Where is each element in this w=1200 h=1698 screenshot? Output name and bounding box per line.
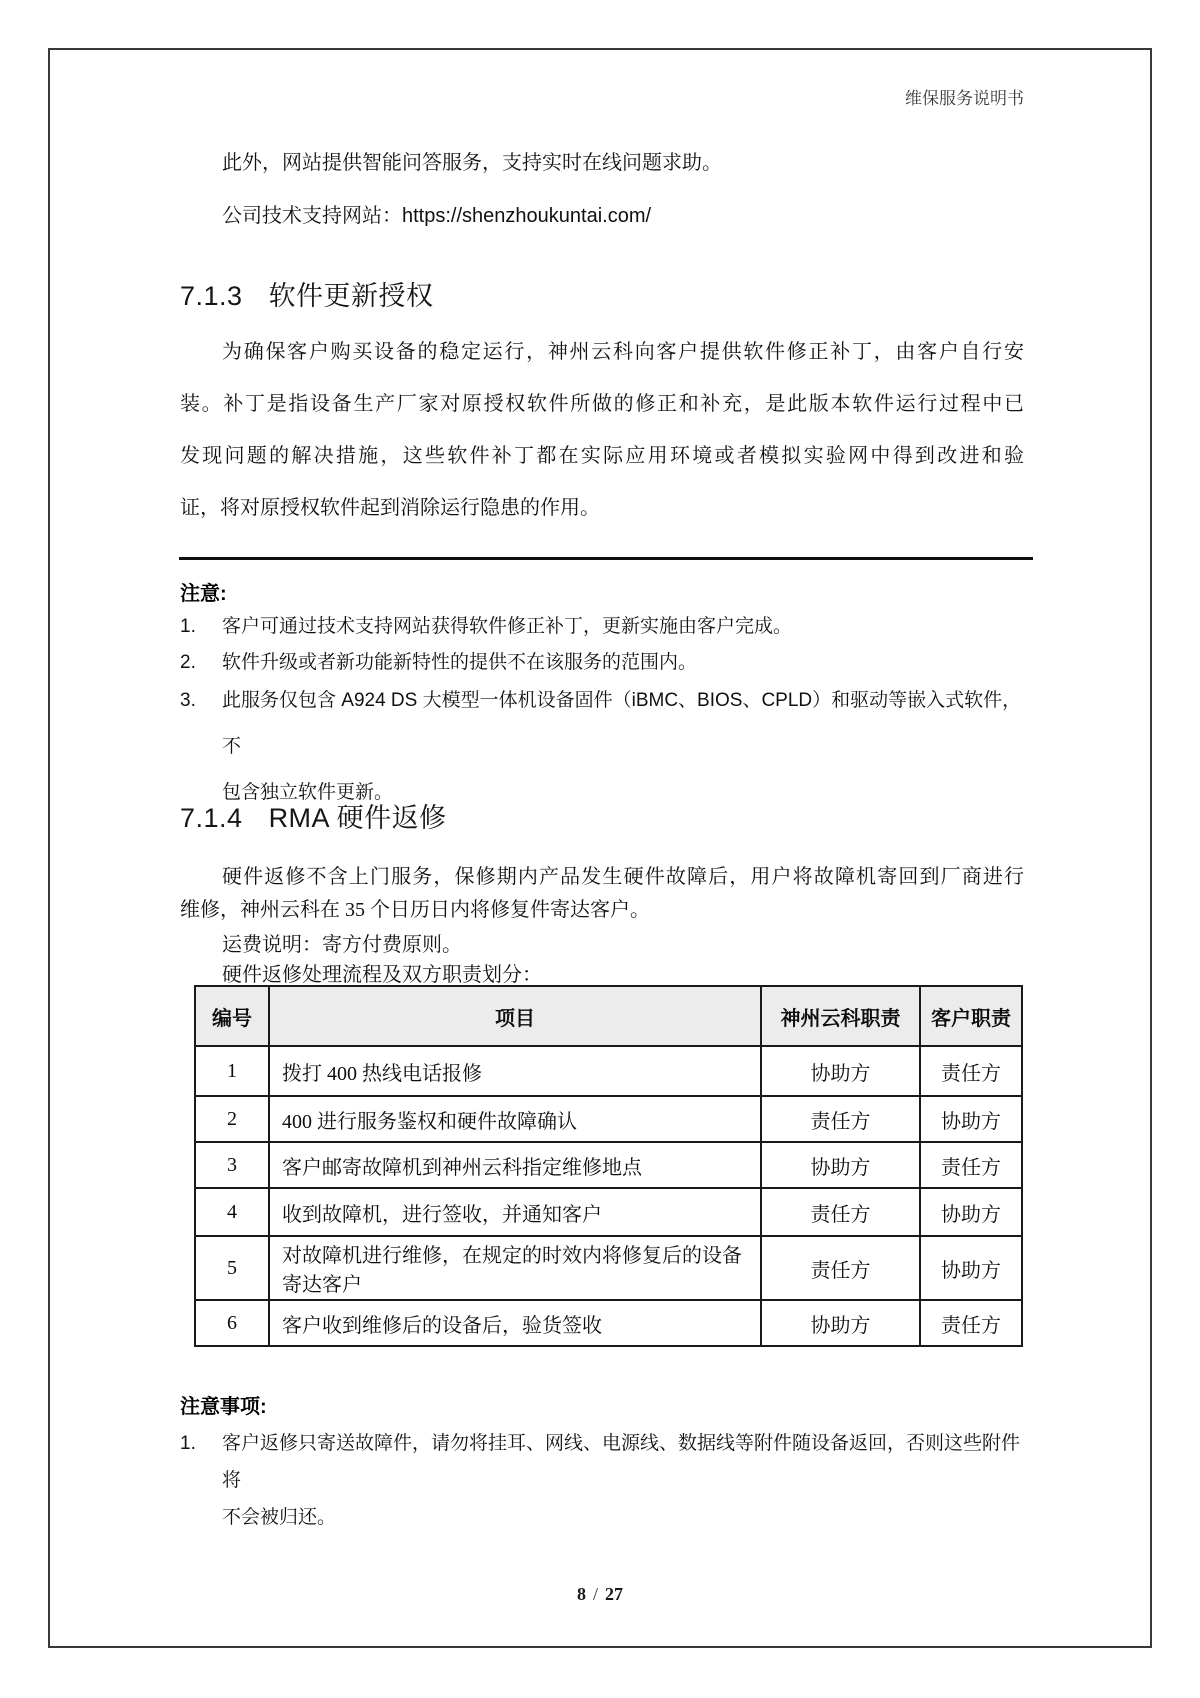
- paragraph-line: 硬件返修不含上门服务，保修期内产品发生硬件故障后，用户将故障机寄回到厂商进行: [222, 866, 1024, 888]
- section-714-number: 7.1.4: [180, 803, 243, 833]
- page-number-separator: /: [592, 1584, 598, 1604]
- table-header-cell: 客户职责: [920, 986, 1022, 1046]
- cell-vendor-role: 责任方: [761, 1188, 920, 1236]
- table-header-cell: 编号: [195, 986, 269, 1046]
- paragraph-line: 证，将对原授权软件起到消除运行隐患的作用。: [180, 497, 600, 519]
- cell-number: 4: [195, 1188, 269, 1236]
- cell-item: 400 进行服务鉴权和硬件故障确认: [269, 1096, 761, 1142]
- cell-customer-role: 责任方: [920, 1046, 1022, 1096]
- notice-number: 1.: [180, 1433, 196, 1454]
- note-number: 3.: [180, 690, 196, 711]
- note-text: 客户可通过技术支持网站获得软件修正补丁，更新实施由客户完成。: [222, 616, 793, 637]
- section-714-title: RMA 硬件返修: [268, 803, 447, 833]
- paragraph-line: 发现问题的解决措施，这些软件补丁都在实际应用环境或者模拟实验网中得到改进和验: [180, 445, 1024, 467]
- paragraph-line: 装。补丁是指设备生产厂家对原授权软件所做的修正和补充，是此版本软件运行过程中已: [180, 393, 1024, 415]
- table-header-cell: 神州云科职责: [761, 986, 920, 1046]
- cell-item: 拨打 400 热线电话报修: [269, 1046, 761, 1096]
- cell-customer-role: 责任方: [920, 1300, 1022, 1346]
- section-714-paragraph: [180, 861, 1024, 927]
- note-number: 2.: [180, 652, 196, 673]
- notice-label: 注意事项:: [180, 1396, 267, 1418]
- rma-process-table: [194, 985, 1023, 1347]
- cell-number: 6: [195, 1300, 269, 1346]
- notice-text-line: 客户返修只寄送故障件，请勿将挂耳、网线、电源线、数据线等附件随设备返回，否则这些附件将: [222, 1433, 1021, 1491]
- doc-header-title: 维保服务说明书: [905, 89, 1024, 108]
- note-text-line: 此服务仅包含 A924 DS 大模型一体机设备固件（iBMC、BIOS、CPLD）和驱动等嵌入式软件，不: [222, 690, 1022, 757]
- table-header-row: [195, 986, 1022, 1046]
- table-row: [195, 1236, 1022, 1300]
- notice-text: [222, 1425, 1024, 1536]
- note-number: 1.: [180, 616, 196, 637]
- cell-number: 3: [195, 1142, 269, 1188]
- cell-customer-role: 责任方: [920, 1142, 1022, 1188]
- paragraph-line: 维修，神州云科在 35 个日历日内将修复件寄达客户。: [180, 899, 650, 921]
- cell-vendor-role: 协助方: [761, 1046, 920, 1096]
- cell-item: 对故障机进行维修，在规定的时效内将修复后的设备寄达客户: [269, 1236, 761, 1300]
- cell-number: 2: [195, 1096, 269, 1142]
- table-row: [195, 1188, 1022, 1236]
- table-intro: 硬件返修处理流程及双方职责划分：: [222, 964, 542, 986]
- notice-item-1: [180, 1425, 1024, 1536]
- page-number-current: 8: [576, 1584, 586, 1604]
- section-713-heading: [180, 274, 1024, 313]
- note-text-line: 包含独立软件更新。: [222, 782, 394, 803]
- table-row: [195, 1096, 1022, 1142]
- cell-item: 客户收到维修后的设备后，验货签收: [269, 1300, 761, 1346]
- table-body: [195, 1046, 1022, 1346]
- section-713-number: 7.1.3: [180, 281, 243, 311]
- cell-item: 客户邮寄故障机到神州云科指定维修地点: [269, 1142, 761, 1188]
- notes-divider-rule: [179, 557, 1033, 560]
- cell-vendor-role: 协助方: [761, 1300, 920, 1346]
- freight-note: 运费说明：寄方付费原则。: [222, 934, 462, 956]
- table-head: [195, 986, 1022, 1046]
- intro-paragraph-1: 此外，网站提供智能问答服务，支持实时在线问题求助。: [222, 152, 722, 174]
- note-text: 软件升级或者新功能新特性的提供不在该服务的范围内。: [222, 652, 698, 673]
- table-row: [195, 1300, 1022, 1346]
- cell-number: 5: [195, 1236, 269, 1300]
- page-number-total: 27: [605, 1584, 623, 1604]
- note-item-1: [180, 616, 1024, 638]
- table-header-cell: 项目: [269, 986, 761, 1046]
- cell-customer-role: 协助方: [920, 1096, 1022, 1142]
- cell-vendor-role: 责任方: [761, 1236, 920, 1300]
- table-row: [195, 1046, 1022, 1096]
- table-row: [195, 1142, 1022, 1188]
- section-714-heading: [180, 796, 1024, 835]
- cell-customer-role: 协助方: [920, 1188, 1022, 1236]
- section-713-title: 软件更新授权: [268, 281, 434, 311]
- notes-label: 注意:: [180, 583, 227, 605]
- notice-text-line: 不会被归还。: [222, 1507, 337, 1528]
- paragraph-line: 为确保客户购买设备的稳定运行，神州云科向客户提供软件修正补丁，由客户自行安: [222, 341, 1024, 363]
- cell-item: 收到故障机，进行签收，并通知客户: [269, 1188, 761, 1236]
- note-item-2: [180, 652, 1024, 674]
- section-713-paragraph: [180, 326, 1024, 534]
- intro-paragraph-2: 公司技术支持网站：https://shenzhoukuntai.com/: [222, 205, 652, 227]
- cell-vendor-role: 责任方: [761, 1096, 920, 1142]
- cell-number: 1: [195, 1046, 269, 1096]
- page-footer: [0, 1584, 1200, 1605]
- cell-customer-role: 协助方: [920, 1236, 1022, 1300]
- cell-vendor-role: 协助方: [761, 1142, 920, 1188]
